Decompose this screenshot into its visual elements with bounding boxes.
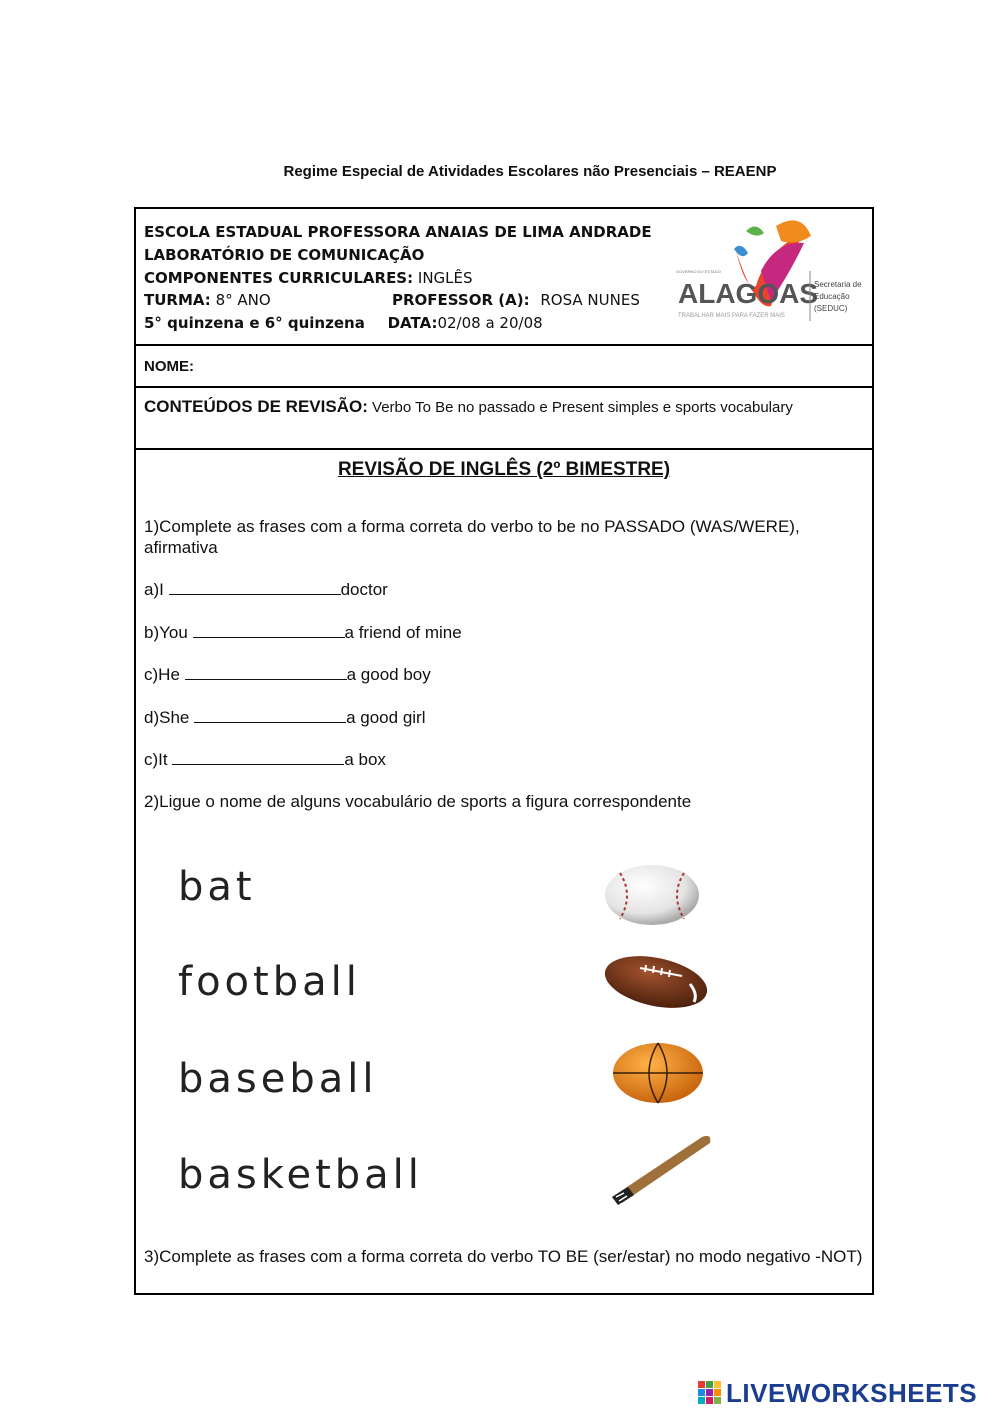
liveworksheets-logo-icon (698, 1381, 722, 1405)
quinzena-label: 5° quinzena e 6° quinzena (144, 314, 365, 332)
header-box (136, 209, 872, 346)
nome-row[interactable] (136, 344, 872, 388)
q3-prompt: 3)Complete as frases com a forma correta do verbo TO BE (ser/estar) no modo negativo -NOT) (144, 1247, 863, 1266)
q1-item-a: a)I doctor (144, 580, 388, 599)
professor-value: ROSA NUNES (540, 291, 640, 309)
componentes-value: INGLÊS (417, 269, 473, 287)
componentes-label: COMPONENTES CURRICULARES: (144, 269, 414, 287)
data-value: 02/08 a 20/08 (437, 314, 543, 332)
answer-blank-d[interactable] (194, 708, 346, 723)
answer-blank-e[interactable] (172, 750, 344, 765)
word-football[interactable]: football (178, 959, 361, 1005)
logo-alagoas-text: ALAGOAS (678, 278, 818, 309)
answer-blank-c[interactable] (185, 665, 347, 680)
conteudos-label: CONTEÚDOS DE REVISÃO: (144, 397, 368, 416)
professor-label: PROFESSOR (A): (392, 291, 530, 309)
conteudos-box (136, 386, 872, 450)
answer-blank-a[interactable] (169, 580, 341, 595)
q1-item-b: b)You a friend of mine (144, 623, 462, 642)
logo-sec3: (SEDUC) (814, 304, 848, 313)
logo-gov-text: GOVERNO DO ESTADO (676, 269, 721, 274)
football-image[interactable] (602, 954, 714, 1010)
q1-item-e: c)It a box (144, 750, 386, 769)
basketball-image[interactable] (610, 1041, 706, 1105)
q2-prompt: 2)Ligue o nome de alguns vocabulário de sports a figura correspondente (144, 792, 692, 811)
word-baseball[interactable]: baseball (178, 1056, 378, 1102)
turma-value: 8° ANO (215, 291, 271, 309)
nome-label: NOME: (144, 358, 194, 375)
page-top-title: Regime Especial de Atividades Escolares não Presenciais – REAENP (283, 163, 777, 180)
logo-sec2: Educação (814, 292, 850, 301)
baseball-image[interactable] (602, 861, 702, 929)
q1-prompt: 1)Complete as frases com a forma correta do verbo to be no PASSADO (WAS/WERE), afirmativa (144, 517, 800, 557)
turma-label: TURMA: (144, 291, 211, 309)
answer-blank-b[interactable] (193, 623, 345, 638)
worksheet (134, 207, 874, 1295)
school-name: ESCOLA ESTADUAL PROFESSORA ANAIAS DE LIMA ANDRADE (144, 223, 652, 241)
liveworksheets-brand[interactable]: LIVEWORKSHEETS (726, 1378, 978, 1408)
word-bat[interactable]: bat (178, 864, 256, 910)
data-label: DATA: (387, 314, 438, 332)
conteudos-text: Verbo To Be no passado e Present simples e sports vocabulary (372, 399, 793, 416)
alagoas-logo (676, 211, 876, 341)
q1-item-d: d)She a good girl (144, 708, 426, 727)
logo-slogan-text: TRABALHAR MAIS PARA FAZER MAIS (678, 313, 785, 319)
word-basketball[interactable]: basketball (178, 1152, 423, 1198)
bat-image[interactable] (606, 1131, 718, 1207)
lab-name: LABORATÓRIO DE COMUNICAÇÃO (144, 246, 425, 264)
section-title: REVISÃO DE INGLÊS (2º BIMESTRE) (337, 459, 671, 480)
logo-sec1: Secretaria de (814, 280, 862, 289)
q1-item-c: c)He a good boy (144, 665, 431, 684)
